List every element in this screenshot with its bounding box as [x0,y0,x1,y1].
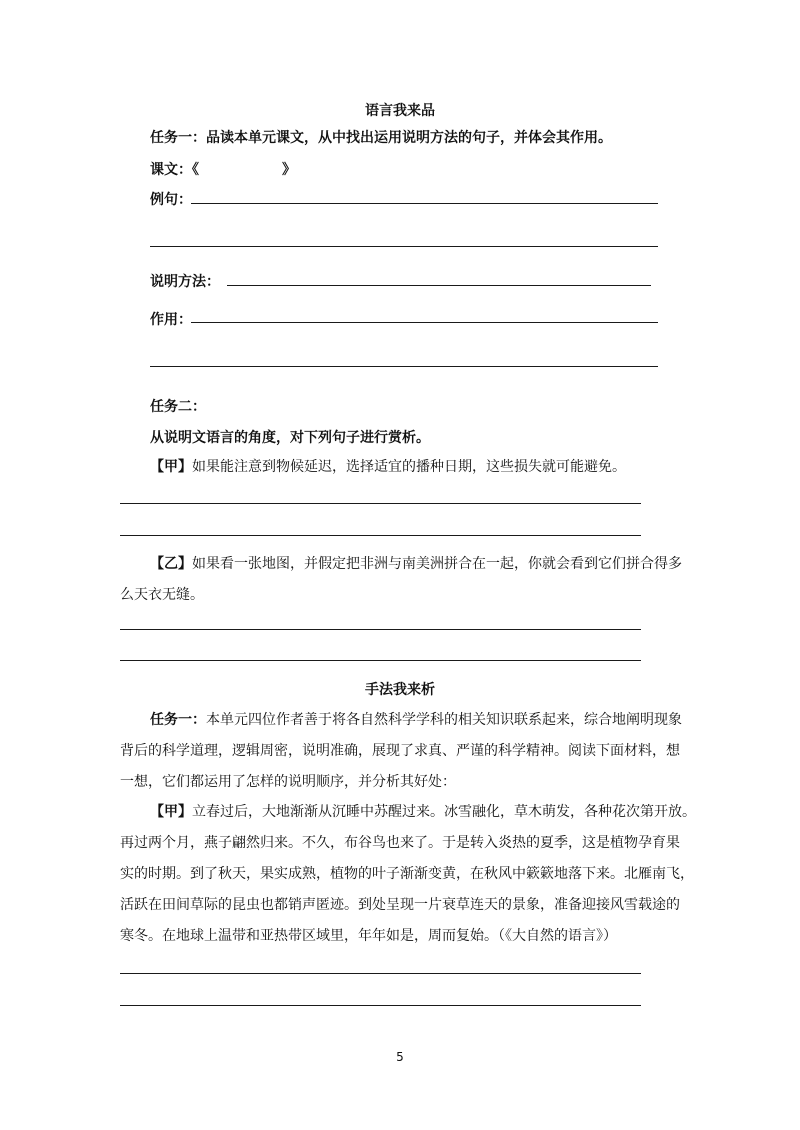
kewen-close-bracket: 》 [282,162,296,178]
liju-label: 例句： [150,192,192,208]
s2-jia-line-4: 活跃在田间草际的昆虫也都销声匿迹。到处呈现一片衰草连天的景象，准备迎接风雪载途的 [120,897,680,913]
jia-tag: 【甲】 [150,459,192,475]
section-title-technique: 手法我来析 [365,682,435,698]
yi-tag: 【乙】 [150,556,192,572]
zuoyong-label: 作用： [150,312,192,328]
answer-line-zuoyong-1[interactable] [191,322,658,323]
s2-task1-text-1: 本单元四位作者善于将各自然科学学科的相关知识联系起来，综合地阐明现象 [206,712,682,728]
s2-jia-line-2: 再过两个月，燕子翩然归来。不久，布谷鸟也来了。于是转入炎热的夏季，这是植物孕育果 [120,835,680,851]
yi-text-1: 如果看一张地图，并假定把非洲与南美洲拼合在一起，你就会看到它们拼合得多 [192,556,682,572]
jia-text: 如果能注意到物候延迟，选择适宜的播种日期，这些损失就可能避免。 [192,459,626,475]
page-number: 5 [396,1050,404,1064]
answer-line-s2-2[interactable] [120,1005,641,1006]
s2-task1-line-3: 一想，它们都运用了怎样的说明顺序，并分析其好处： [120,774,456,790]
task1-instruction: 任务一：品读本单元课文，从中找出运用说明方法的句子，并体会其作用。 [150,130,612,146]
answer-line-s2-1[interactable] [120,973,641,974]
kewen-label: 课文：《 [150,162,199,178]
s2-jia-line-1 [150,801,696,821]
sentence-yi-line-2: 么天衣无缝。 [120,587,204,603]
s2-task1-line-2: 背后的科学道理，逻辑周密，说明准确，展现了求真、严谨的科学精神。阅读下面材料，想 [120,743,680,759]
answer-line-zuoyong-2[interactable] [150,366,658,367]
section-title-language: 语言我来品 [365,103,435,119]
s2-jia-line-5: 寒冬。在地球上温带和亚热带区域里，年年如是，周而复始。（《大自然的语言》） [120,928,617,944]
s2-jia-text-1: 立春过后，大地渐渐从沉睡中苏醒过来。冰雪融化，草木萌发，各种花次第开放。 [192,804,696,820]
answer-line-yi-2[interactable] [120,660,641,661]
answer-line-jia-1[interactable] [120,503,641,504]
s2-jia-tag: 【甲】 [150,804,192,820]
task2-description: 从说明文语言的角度，对下列句子进行赏析。 [150,430,430,446]
answer-line-fangfa[interactable] [227,285,651,286]
s2-task1-label: 任务一： [150,712,206,728]
s2-jia-line-3: 实的时期。到了秋天，果实成熟，植物的叶子渐渐变黄，在秋风中簌簌地落下来。北雁南飞， [120,866,694,882]
task2-label: 任务二： [150,399,206,415]
sentence-yi-line-1 [150,553,682,573]
s2-task1-line-1 [150,709,682,729]
answer-line-liju-2[interactable] [150,246,658,247]
answer-line-yi-1[interactable] [120,629,641,630]
sentence-jia [150,456,626,476]
fangfa-label: 说明方法： [150,274,220,290]
answer-line-liju-1[interactable] [191,203,658,204]
answer-line-jia-2[interactable] [120,535,641,536]
